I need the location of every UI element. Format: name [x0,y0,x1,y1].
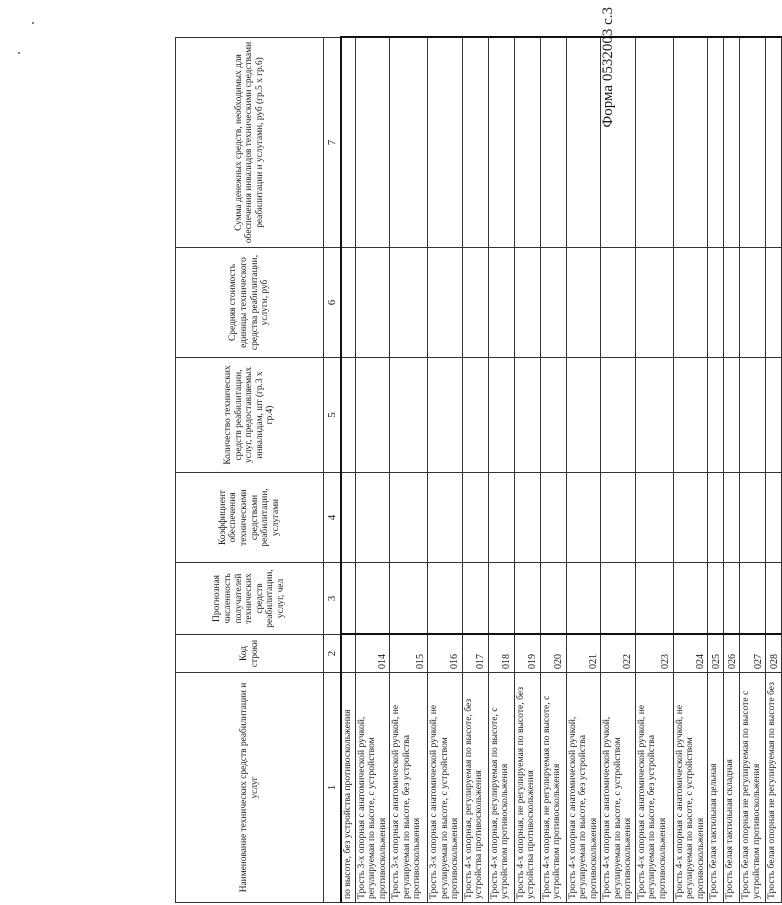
header-name: Наименование технических средств реабилитации и услуг [176,673,324,903]
row-name: Трость 3-х опорная с анатомической ручкой, не регулируемая по высоте, без устройства противоскольжения [390,673,428,903]
cell-coefficient [673,473,708,563]
table-row [708,38,724,903]
cell-total-sum [724,38,740,248]
row-code: 014 [355,635,390,673]
cell-average-cost [740,248,766,358]
cell-average-cost [766,248,782,358]
table-row [488,38,514,903]
column-number: 7 [324,38,342,248]
row-name: Трость белая опорная не регулируемая по высоте без [766,673,782,903]
table-row [390,38,428,903]
cell-coefficient [341,473,355,563]
cell-forecast-count [635,563,673,635]
table-row [462,38,488,903]
cell-coefficient [766,473,782,563]
cell-forecast-count [724,563,740,635]
cell-total-sum [740,38,766,248]
row-name: Трость 4-х опорная с анатомической ручкой, регулируемая по высоте, без устройства противоскольжения [566,673,601,903]
row-name: Трость 3-х опорная с анатомической ручкой, регулируемая по высоте, с устройством противоскольжения [355,673,390,903]
header-total-sum: Сумма денежных средств, необходимых для обеспечения инвалидов техническими средствами реабилитации и услугами, руб (гр.5 х гр.6) [176,38,324,248]
cell-average-cost [540,248,566,358]
row-name: по высоте, без устройства противоскольжения [341,673,355,903]
cell-quantity [566,358,601,473]
cell-quantity [724,358,740,473]
row-code: 023 [635,635,673,673]
cell-total-sum [488,38,514,248]
cell-average-cost [355,248,390,358]
cell-average-cost [514,248,540,358]
cell-total-sum [462,38,488,248]
cell-average-cost [635,248,673,358]
row-name: Трость 4-х опорная, регулируемая по высоте, с устройством противоскольжения [488,673,514,903]
header-code: Код строки [176,635,324,673]
rehabilitation-means-table [175,37,782,904]
cell-quantity [708,358,724,473]
cell-forecast-count [708,563,724,635]
row-name: Трость 4-х опорная с анатомической ручкой, регулируемая по высоте, с устройством противоскольжения [601,673,636,903]
cell-coefficient [390,473,428,563]
row-code: 019 [514,635,540,673]
cell-quantity [428,358,463,473]
cell-quantity [635,358,673,473]
cell-total-sum [540,38,566,248]
row-code: 022 [601,635,636,673]
row-name: Трость 4-х опорная с анатомической ручкой, не регулируемая по высоте, с устройством противоскольжения [673,673,708,903]
cell-average-cost [566,248,601,358]
row-code [341,635,355,673]
cell-total-sum [428,38,463,248]
cell-coefficient [566,473,601,563]
cell-total-sum [390,38,428,248]
cell-average-cost [390,248,428,358]
row-code: 016 [428,635,463,673]
row-name: Трость 3-х опорная с анатомической ручкой, не регулируемая по высоте, с устройством противоскольжения [428,673,463,903]
cell-quantity [540,358,566,473]
column-number: 4 [324,473,342,563]
cell-coefficient [488,473,514,563]
column-number: 3 [324,563,342,635]
cell-quantity [673,358,708,473]
cell-forecast-count [766,563,782,635]
header-coefficient: Коэффициент обеспечения техническими средствами реабилитации, услугами [176,473,324,563]
cell-forecast-count [428,563,463,635]
cell-quantity [488,358,514,473]
table-row [566,38,601,903]
row-name: Трость белая опорная не регулируемая по высоте с устройством противоскольжения [740,673,766,903]
cell-coefficient [514,473,540,563]
cell-total-sum [514,38,540,248]
column-number: 2 [324,635,342,673]
row-code: 025 [708,635,724,673]
cell-quantity [601,358,636,473]
cell-quantity [341,358,355,473]
cell-coefficient [601,473,636,563]
cell-total-sum [635,38,673,248]
cell-forecast-count [740,563,766,635]
table-row [766,38,782,903]
table-row [355,38,390,903]
cell-quantity [740,358,766,473]
row-name: Трость 4-х опорная, не регулируемая по высоте, без устройства противоскольжения [514,673,540,903]
cell-forecast-count [462,563,488,635]
row-name: Трость 4-х опорная, не регулируемая по высоте, с устройством противоскольжения [540,673,566,903]
header-average-cost: Средняя стоимость единицы технического средства реабилитации, услуги, руб [176,248,324,358]
row-name: Трость 4-х опорная, регулируемая по высоте, без устройства противоскольжения [462,673,488,903]
column-number-row [324,38,342,903]
cell-average-cost [673,248,708,358]
cell-coefficient [428,473,463,563]
cell-forecast-count [390,563,428,635]
row-code: 018 [488,635,514,673]
row-code: 026 [724,635,740,673]
table-row [514,38,540,903]
cell-total-sum [566,38,601,248]
cell-forecast-count [514,563,540,635]
cell-average-cost [601,248,636,358]
cell-forecast-count [601,563,636,635]
cell-total-sum [673,38,708,248]
row-code: 015 [390,635,428,673]
cell-coefficient [724,473,740,563]
cell-coefficient [635,473,673,563]
cell-coefficient [740,473,766,563]
cell-coefficient [355,473,390,563]
cell-quantity [514,358,540,473]
cell-total-sum [708,38,724,248]
cell-quantity [462,358,488,473]
row-name: Трость белая тактильная цельная [708,673,724,903]
cell-total-sum [601,38,636,248]
cell-coefficient [708,473,724,563]
cell-average-cost [724,248,740,358]
column-number: 1 [324,673,342,903]
table-row [540,38,566,903]
cell-total-sum [766,38,782,248]
cell-average-cost [462,248,488,358]
cell-total-sum [355,38,390,248]
header-row [176,38,324,903]
cell-forecast-count [355,563,390,635]
cell-quantity [390,358,428,473]
table-row [341,38,355,903]
cell-total-sum [341,38,355,248]
cell-forecast-count [566,563,601,635]
cell-average-cost [341,248,355,358]
cell-forecast-count [673,563,708,635]
row-code: 027 [740,635,766,673]
column-number: 6 [324,248,342,358]
row-name: Трость 4-х опорная с анатомической ручкой, не регулируемая по высоте, без устройства противоскольжения [635,673,673,903]
row-code: 021 [566,635,601,673]
table-row [428,38,463,903]
row-code: 024 [673,635,708,673]
row-code: 020 [540,635,566,673]
form-number-title: Форма 0532003 с.3 [600,7,616,128]
cell-average-cost [708,248,724,358]
row-code: 017 [462,635,488,673]
cell-forecast-count [540,563,566,635]
header-quantity: Количество технических средств реабилитации, услуг, предоставляемых инвалидам, шт (гр.3 х гр.4) [176,358,324,473]
cell-forecast-count [488,563,514,635]
header-forecast-count: Прогнозная численность получателей технических средств реабилитации, услуг, чел [176,563,324,635]
cell-forecast-count [341,563,355,635]
table-row [740,38,766,903]
column-number: 5 [324,358,342,473]
cell-quantity [355,358,390,473]
cell-coefficient [540,473,566,563]
table-row [724,38,740,903]
table-row [601,38,636,903]
row-code: 028 [766,635,782,673]
table-row [673,38,708,903]
cell-coefficient [462,473,488,563]
cell-quantity [766,358,782,473]
table-row [635,38,673,903]
cell-average-cost [428,248,463,358]
row-name: Трость белая тактильная складная [724,673,740,903]
cell-average-cost [488,248,514,358]
